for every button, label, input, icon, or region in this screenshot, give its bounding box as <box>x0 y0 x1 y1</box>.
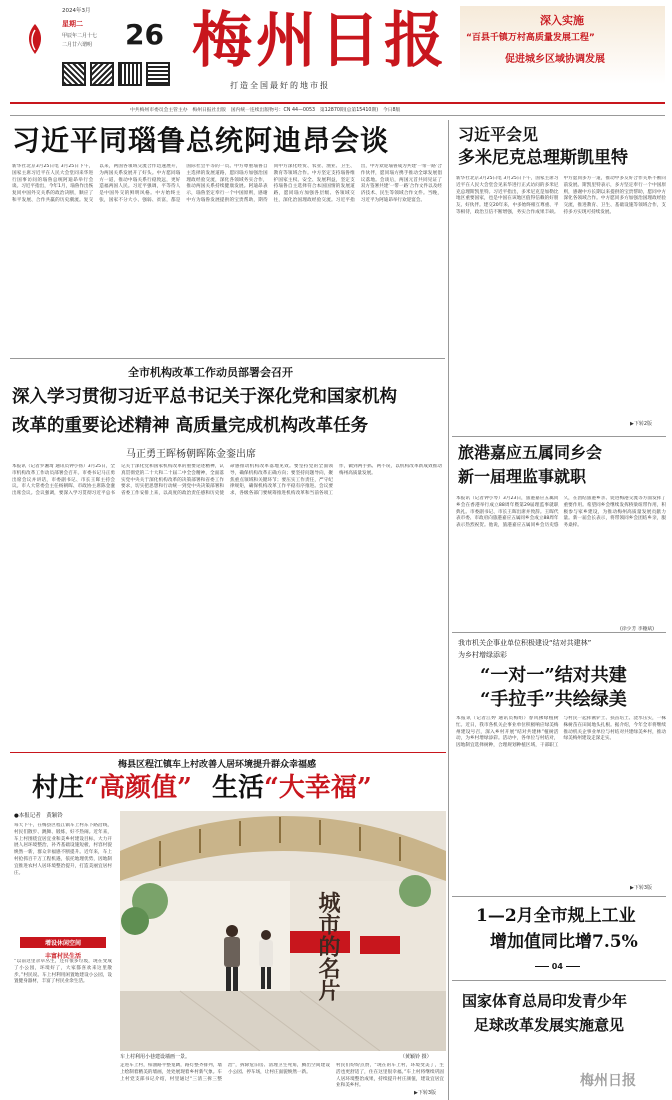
promo-title: 深入实施 <box>540 14 584 27</box>
right-top-body: 新华社北京3月25日电 3月25日下午，国家主席习近平在人民大会堂会见来华进行正式访问的多米尼克总理斯凯里特。习近平指出，多米尼克是加勒比地区重要国家，也是中国在该地区值得信赖的好朋友、好伙伴。建交20年来，中多始终相互尊重、平等相待，政治互信不断增强，务实合作成果丰硕。中方愿同多方一道，推动中多友好合作关系不断向前发展。斯凯里特表示，多方坚定奉行一个中国原则，感谢中方长期以来提供的宝贵帮助，愿同中方深化各领域合作。中方愿同多方加强治国理政经验交流，推进教育、卫生、基础设施等领域合作，支持多方实现可持续发展。 <box>456 176 666 215</box>
qr-codes <box>62 62 172 90</box>
section2-byline: 马正勇王晖杨朝晖陈金銮出席 <box>126 449 256 460</box>
feature-sidebar-title: 增设休闲空间 <box>20 937 106 948</box>
more-link: 下转2版 <box>633 421 653 427</box>
right-mid-body: 本报讯（记者钟小琴）3月23日，旅港嘉应五属同乡会在香港举行成立88周年暨第29届理监事就职典礼。市委副书记、市长王晖出席并致辞。王晖代表市委、市政府向旅港嘉应五属同乡会成立88周年表示热烈祝贺。他说，旅港嘉应五属同乡会历史悠久，在团结旅港乡亲、促进梅港交流等方面发挥了重要作用。希望同乡会继续发挥桥梁纽带作用，积极参与家乡建设，为推动梅州高质量发展贡献力量。新一届会长表示，将带领同乡会团结乡亲，服务桑梓。 <box>456 496 666 529</box>
feature-more <box>414 1089 436 1096</box>
divider <box>10 115 665 116</box>
column-divider <box>448 120 449 1100</box>
right-mid2-headline-1: “一对一”结对共建 <box>480 665 627 686</box>
emblem-icon <box>20 22 50 56</box>
qr-code-icon <box>90 62 114 86</box>
feature-col3-body: 走进车上村，柏油路平整宽阔，路灯整齐排列，墙上绘制着精美的墙画，处处展现着乡村新气象。车上村党支部书记介绍，村里通过“三清三拆三整治”，拆除危旧房、清理卫生死角，腾出空间建设小公园、停车场，让村庄面貌焕然一新。 <box>120 1063 330 1082</box>
photo-credit: （黄颖铃 摄） <box>400 1054 432 1060</box>
feature-headline-c: 生活 <box>211 773 264 803</box>
lead-body: 新华社北京3月25日电 3月25日下午，国家主席习近平在人民大会堂同来华进行国事访问的瑙鲁总统阿迪昂举行会谈。习近平指出，今年1月，瑙鲁作出恢复同中国外交关系的政治决断，顺应了和平发展、合作共赢的历史潮流。复交以来，两国各领域交流合作迅速展开，为两国关系发展开了好头。中方愿同瑙方一道，推动中瑙关系行稳致远，更好造福两国人民。习近平强调，平等待人是中国外交的鲜明风格。中方始终主张，国家不分大小、强弱、贫富，都是国际社会平等的一员。中方尊重瑙鲁自主选择的发展道路，愿同瑙方加强治国理政经验交流，深化各领域务实合作，推动两国关系持续健康发展。阿迪昂表示，瑙鲁坚定奉行一个中国原则，感谢中方为瑙鲁发展提供的宝贵帮助，期待同中方深化经贸、农业、渔业、卫生、教育等领域合作。中方坚定支持瑙鲁维护国家主权、安全、发展利益，坚定支持瑙鲁自主选择符合本国国情的发展道路，愿同瑙方加强各层级、各领域交往，深化治国理政经验交流。习近平指出，中方欢迎瑙鲁成为共建‘一带一路’合作伙伴，愿同瑙方携手推动全球发展倡议落地。会谈后，两国元首共同见证了双方签署共建‘一带一路’合作文件以及经济技术、民生等领域合作文件。当晚，习近平为阿迪昂举行欢迎宴会。 <box>12 164 442 203</box>
feature-kicker: 梅县区程江镇车上村改善人居环境提升群众幸福感 <box>118 760 317 770</box>
watermark: 梅州日报 <box>580 1073 636 1089</box>
divider <box>10 358 445 359</box>
divider <box>452 896 666 897</box>
weekday: 星期二 <box>62 20 83 28</box>
date-year-month: 2024年3月 <box>62 8 91 14</box>
right-top-more <box>630 420 652 427</box>
photo-caption: 车上村利用小巷建设墙画一景。 <box>120 1054 191 1060</box>
section2-body: 本报讯（记者罗湘琦 通讯员钟小扬）3月25日，全市机构改革工作动员部署会召开。市委书记马正勇出席会议并讲话，市委副书记、市长王晖主持会议。市人大常委会主任杨朝晖、市政协主席陈金銮出席会议。会议强调，要深入学习贯彻习近平总书记关于深化党和国家机构改革的重要论述精神，认真贯彻党的二十大和二十届二中全会精神，全面落实党中央关于深化机构改革的决策部署和省委工作要求，切实把思想和行动统一到党中央决策部署和省委工作安排上来，以高度的政治责任感和历史使命感推动机构改革落地见效。要坚持党的全面领导，确保机构改革正确方向；要坚持问题导向，聚焦重点领域和关键环节；要压实工作责任，严守纪律规矩，确保机构改革工作平稳有序推进。会议要求，各级各部门要统筹推进机构改革和当前各项工作，做到两手抓、两不误，以机构改革新成效推动梅州高质量发展。 <box>12 464 442 497</box>
lunar-date: 甲辰年二月十七 <box>62 33 98 39</box>
feature-photo <box>120 811 446 1051</box>
feature-sidebar-body: “以前这里杂草丛生，还有很多垃圾，现在变成了小公园，环境好了，大家都喜欢来这里散步。”村民说。车上村利用闲置地建设小公园，设置健身器材，丰富了村民业余生活。 <box>14 959 112 985</box>
divider <box>452 980 666 981</box>
right-mid2-kicker: 我市机关企事业单位积极建设“结对共建林” <box>458 639 592 647</box>
feature-sidebar-sub: 丰富村民生活 <box>44 953 81 960</box>
right-mid2-more <box>630 884 652 891</box>
masthead <box>0 0 672 113</box>
lead-headline: 习近平同瑙鲁总统阿迪昂会谈 <box>12 124 390 157</box>
divider <box>452 632 666 633</box>
right-top-headline-1: 习近平会见 <box>458 125 539 144</box>
feature-headline-b: “高颜值” <box>84 773 192 803</box>
feature-headline-d: “大幸福” <box>263 773 372 803</box>
promo-line1: “百县千镇万村高质量发展工程” <box>466 33 595 43</box>
promo-box <box>460 6 665 84</box>
feature-body: 每天下午，在梅县区程江镇车上村东下路沿线，村民们散步、跳舞、锻炼，好不热闹。近年来，车上村围绕宜居宜业和美乡村建设目标，大力开展人居环境整治，补齐基础设施短板，村容村貌焕然一新，群众幸福感不断提升。近年来，车上村抢抓百千万工程机遇，依托地理优势，因地制宜推进农村人居环境整治提升，打造美丽宜居村庄。 <box>14 823 112 876</box>
masthead-rule <box>10 102 665 104</box>
feature-headline-a: 村庄 <box>32 773 85 803</box>
bottom-headline-1: 1—2月全市规上工业 <box>476 906 636 926</box>
feature-col4-body: 村民们纷纷点赞，“现在的车上村，环境变美了，生活也更舒适了，住在这里很幸福。”车上村将继续巩固人居环境整治成果，持续提升村庄颜值，建设宜居宜业和美乡村。 <box>336 1063 444 1089</box>
right-mid2-headline-2: “手拉手”共绘绿美 <box>480 689 627 710</box>
more-link: 下转3版 <box>633 885 653 891</box>
bottom-headline-3: 国家体育总局印发青少年 <box>462 992 628 1010</box>
slogan: 打造全国最好的地市报 <box>230 81 330 90</box>
qr-code-icon <box>118 62 142 86</box>
page-ref <box>535 962 580 971</box>
wall-text: 城市的名片 <box>315 891 341 1001</box>
village-photo-illustration <box>120 811 446 1051</box>
right-mid2-kicker-2: 为乡村增绿添彩 <box>458 651 507 659</box>
bottom-headline-2: 增加值同比增7.5% <box>490 932 638 952</box>
right-mid-headline-2: 新一届理监事就职 <box>458 467 587 486</box>
feature-headline <box>32 771 372 805</box>
page-ref-number: 04 <box>551 962 563 971</box>
more-link: 下转3版 <box>417 1090 437 1096</box>
lunar-date-2: 二月廿六谓明 <box>62 42 93 48</box>
qr-code-icon <box>146 62 170 86</box>
newspaper-title: 梅州日报 <box>192 6 448 76</box>
right-mid-headline-1: 旅港嘉应五属同乡会 <box>458 443 603 462</box>
section2-kicker: 全市机构改革工作动员部署会召开 <box>128 366 293 379</box>
bottom-headline-4: 足球改革发展实施意见 <box>474 1016 625 1034</box>
feature-byline: ●本报记者 黄颖铃 <box>14 813 63 819</box>
right-mid2-body: 本报讯（记者江婷 通讯员梅组）春风拂绿植树忙。近日，我市各机关企事业单位积极响应绿美梅州建设号召，深入乡村开展“结对共建林”植树活动，为乡村增绿添彩。活动中，各单位与村结对，因地制宜选择树种，合理规划种植区域，干部职工与村民一起挥锹铲土、扶苗培土、浇水压实，一株株树苗在田间地头扎根。据介绍，今年全市将继续推动机关企事业单位与村结对共建绿美乡村，推动绿美梅州建设走深走实。 <box>456 716 666 749</box>
section2-headline-2: 改革的重要论述精神 高质量完成机构改革任务 <box>12 416 369 436</box>
qr-code-icon <box>62 62 86 86</box>
arrow-right-icon: ▶ <box>630 421 634 427</box>
feature-box <box>10 752 446 1096</box>
right-top-headline-2: 多米尼克总理斯凯里特 <box>458 148 628 168</box>
divider <box>452 436 666 437</box>
info-bar: 中共梅州市委员会主管主办 梅州日报社出版 国内统一连续出版物号：CN 44—0053 第12870期(总第15410期) 今日8版 <box>130 108 401 113</box>
right-mid-credit: (徐少芳 李穗斌) <box>620 627 655 632</box>
day-number: 26 <box>125 18 164 51</box>
section2-headline-1: 深入学习贯彻习近平总书记关于深化党和国家机构 <box>12 387 397 407</box>
feature-sidebar-label <box>20 937 106 960</box>
arrow-right-icon: ▶ <box>414 1090 418 1096</box>
promo-line2: 促进城乡区域协调发展 <box>505 54 605 65</box>
arrow-right-icon: ▶ <box>630 885 634 891</box>
